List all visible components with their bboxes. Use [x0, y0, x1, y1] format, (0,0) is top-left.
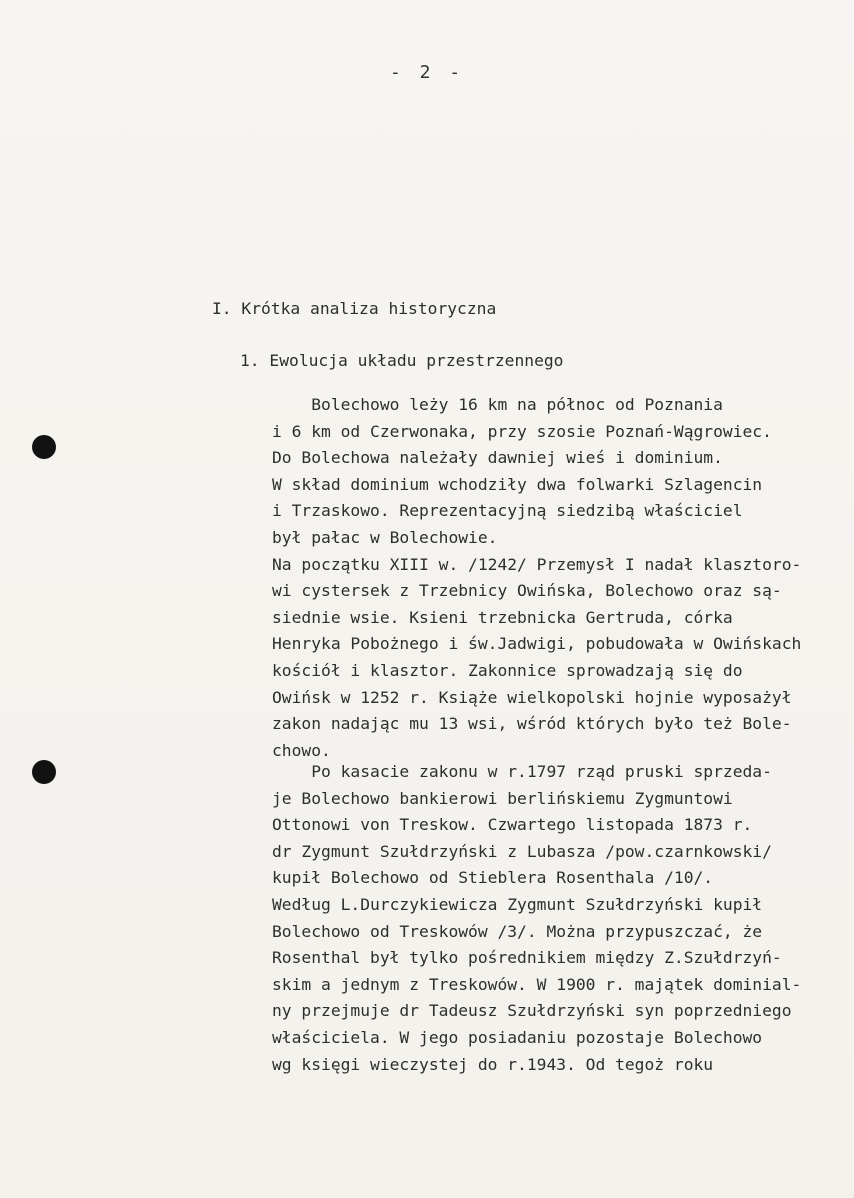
- text-line: kościół i klasztor. Zakonnice sprowadzają się do: [272, 660, 743, 680]
- text-line: był pałac w Bolechowie.: [272, 527, 498, 547]
- text-line: właściciela. W jego posiadaniu pozostaje Bolechowo: [272, 1027, 763, 1047]
- text-line: je Bolechowo bankierowi berlińskiemu Zygmuntowi: [272, 788, 733, 808]
- text-line: Według L.Durczykiewicza Zygmunt Szułdrzyński kupił: [272, 894, 763, 914]
- text-line: Henryka Pobożnego i św.Jadwigi, pobudowała w Owińskach: [272, 634, 802, 654]
- text-line: Do Bolechowa należały dawniej wieś i dominium.: [272, 448, 723, 468]
- paragraph-2: [272, 759, 801, 1078]
- text-line: i 6 km od Czerwonaka, przy szosie Poznań-Wągrowiec.: [272, 421, 772, 441]
- text-line: dr Zygmunt Szułdrzyński z Lubasza /pow.czarnkowski/: [272, 841, 772, 861]
- paragraph-1: [272, 392, 801, 764]
- punch-hole-top: [32, 435, 56, 459]
- page-number: - 2 -: [389, 62, 465, 83]
- text-line: Na początku XIII w. /1242/ Przemysł I nadał klasztoro-: [272, 554, 802, 574]
- text-line: Owińsk w 1252 r. Książe wielkopolski hojnie wyposażył: [272, 687, 792, 707]
- text-line: ny przejmuje dr Tadeusz Szułdrzyński syn poprzedniego: [272, 1001, 792, 1021]
- text-line: Po kasacie zakonu w r.1797 rząd pruski sprzeda-: [272, 762, 772, 781]
- text-line: Rosenthal był tylko pośrednikiem między Z.Szułdrzyń-: [272, 948, 782, 968]
- text-line: wg księgi wieczystej do r.1943. Od tegoż roku: [272, 1054, 714, 1074]
- text-line: skim a jednym z Treskowów. W 1900 r. majątek dominial-: [272, 974, 802, 994]
- punch-hole-bottom: [32, 760, 56, 784]
- text-line: i Trzaskowo. Reprezentacyjną siedzibą właściciel: [272, 501, 743, 521]
- text-line: zakon nadając mu 13 wsi, wśród których było też Bole-: [272, 714, 792, 734]
- text-line: Bolechowo leży 16 km na północ od Poznania: [272, 395, 723, 414]
- text-line: kupił Bolechowo od Stieblera Rosenthala /10/.: [272, 868, 714, 888]
- subsection-heading: 1. Ewolucja układu przestrzennego: [240, 351, 564, 370]
- text-line: Ottonowi von Treskow. Czwartego listopada 1873 r.: [272, 815, 753, 835]
- text-line: W skład dominium wchodziły dwa folwarki Szlagencin: [272, 474, 763, 494]
- text-line: chowo.: [272, 740, 331, 760]
- text-line: Bolechowo od Treskowów /3/. Można przypuszczać, że: [272, 921, 763, 941]
- text-line: siednie wsie. Ksieni trzebnicka Gertruda, córka: [272, 607, 733, 627]
- section-heading: I. Krótka analiza historyczna: [212, 299, 497, 318]
- text-line: wi cystersek z Trzebnicy Owińska, Bolechowo oraz są-: [272, 581, 782, 601]
